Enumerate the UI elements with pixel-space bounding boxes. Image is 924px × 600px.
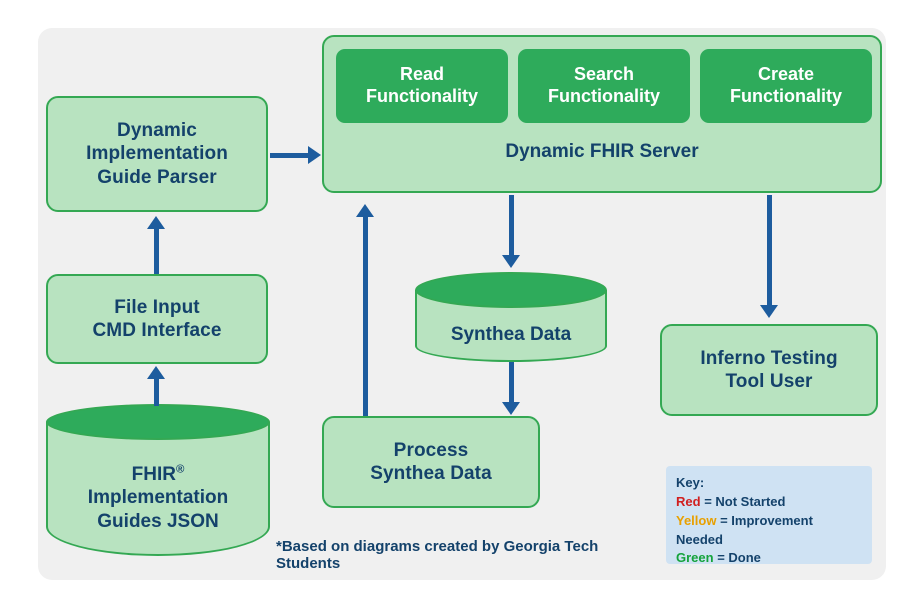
arrow-server-to-inferno-head: [760, 305, 778, 318]
dynamic-implementation-guide-parser-node: [46, 96, 268, 212]
legend-green-label: Green: [676, 550, 714, 566]
process-synthea-data-node: [322, 416, 540, 508]
create-functionality-node: [700, 49, 872, 123]
synthea-data-datastore: [415, 272, 607, 362]
search-functionality-node: [518, 49, 690, 123]
arrow-igjson-to-fileinput-head: [147, 366, 165, 379]
dynamic-fhir-server-group: [322, 35, 882, 193]
read-functionality-node: [336, 49, 508, 123]
arrow-synthea-to-process-line: [509, 362, 514, 404]
legend-green-text: = Done: [717, 550, 761, 566]
synthea-data-label: Synthea Data: [450, 324, 572, 346]
create-functionality-line-2: Functionality: [730, 86, 842, 106]
legend-yellow-text: = Improvement Needed: [676, 512, 813, 547]
fhir-implementation-guides-json-datastore: [46, 404, 270, 556]
cylinder-top: [415, 272, 607, 308]
legend-key-box: [666, 466, 872, 564]
parser-line-3: Guide Parser: [97, 166, 217, 188]
ig-json-line-3: Guides JSON: [97, 510, 219, 532]
arrow-parser-to-server-head: [308, 146, 321, 164]
create-functionality-line-1: Create: [757, 64, 815, 85]
process-synthea-line-1: Process: [393, 439, 469, 461]
arrow-igjson-to-fileinput-line: [154, 378, 159, 406]
legend-row-green: [676, 549, 862, 568]
legend-row-yellow: [676, 512, 862, 550]
arrow-fileinput-to-parser-head: [147, 216, 165, 229]
inferno-line-1: Inferno Testing: [700, 347, 838, 369]
arrow-fileinput-to-parser-line: [154, 228, 159, 274]
ig-json-line-2: Implementation: [87, 487, 229, 509]
file-input-line-1: File Input: [114, 296, 200, 318]
inferno-testing-tool-user-node: [660, 324, 878, 416]
arrow-server-to-synthea-head: [502, 255, 520, 268]
search-functionality-line-1: Search: [573, 64, 635, 85]
arrow-process-to-server-line: [363, 216, 368, 416]
legend-title: Key:: [676, 475, 705, 490]
footnote: *Based on diagrams created by Georgia Tech Students: [276, 538, 599, 572]
legend-yellow-label: Yellow: [676, 512, 717, 528]
process-synthea-line-2: Synthea Data: [370, 463, 492, 484]
inferno-line-2: Tool User: [725, 371, 813, 392]
arrow-parser-to-server-line: [270, 153, 310, 158]
ig-json-line-1-text: FHIR®: [131, 463, 185, 486]
read-functionality-line-1: Read: [399, 64, 444, 85]
search-functionality-line-2: Functionality: [548, 86, 660, 106]
arrow-server-to-synthea-line: [509, 195, 514, 257]
cylinder-top: [46, 404, 270, 440]
legend-red-label: Red: [676, 493, 701, 509]
legend-red-text: = Not Started: [704, 493, 786, 509]
ig-json-line-1: [88, 463, 228, 486]
arrow-process-to-server-head: [356, 204, 374, 217]
read-functionality-line-2: Functionality: [366, 86, 478, 106]
arrow-server-to-inferno-line: [767, 195, 772, 307]
file-input-line-2: CMD Interface: [92, 320, 222, 341]
legend-row-red: [676, 493, 862, 512]
parser-line-1: Dynamic: [117, 120, 197, 142]
file-input-cmd-interface-node: [46, 274, 268, 364]
parser-line-2: Implementation: [86, 143, 228, 165]
dynamic-fhir-server-title: Dynamic FHIR Server: [505, 141, 699, 162]
arrow-synthea-to-process-head: [502, 402, 520, 415]
